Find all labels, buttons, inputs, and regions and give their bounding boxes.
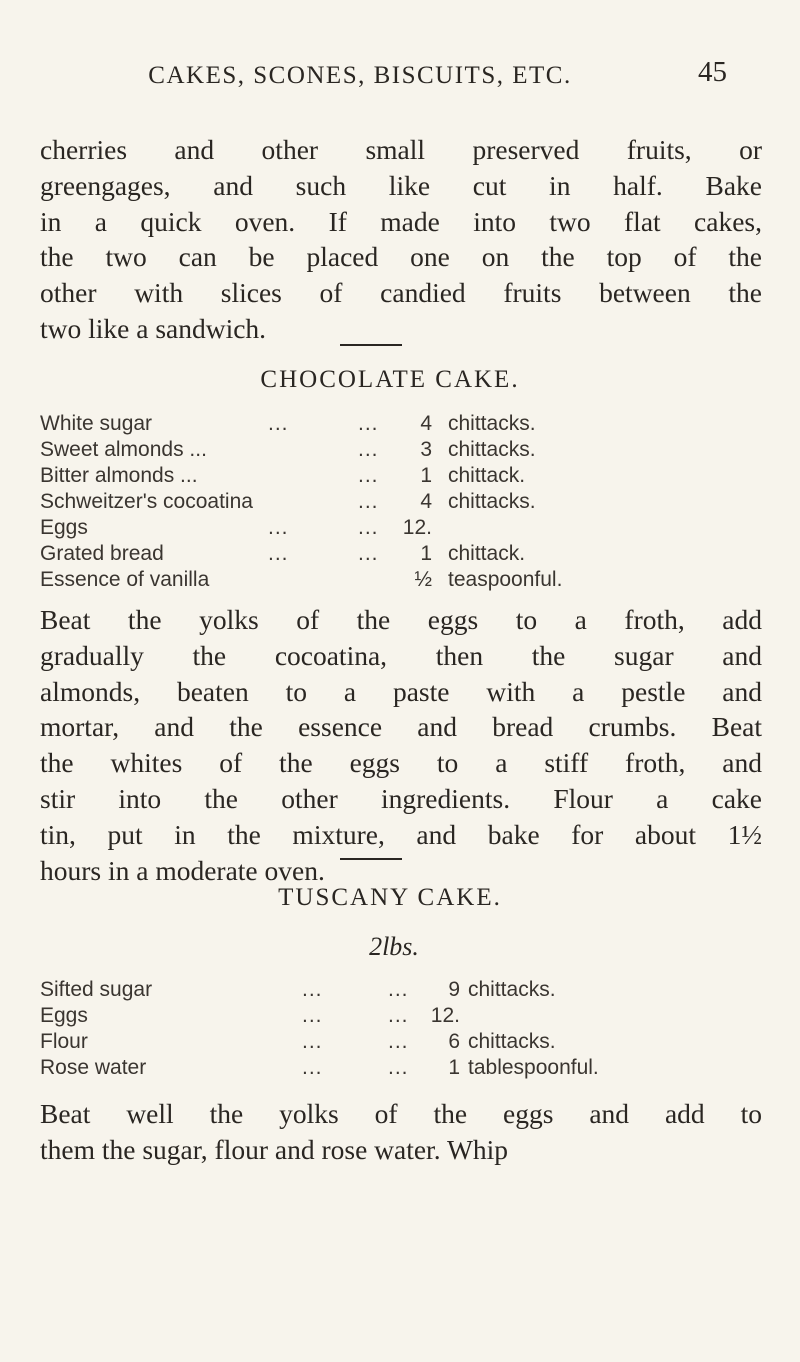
text-line: the two can be placed one on the top of the — [40, 241, 762, 273]
ingredient-row — [40, 490, 780, 517]
leader-dots: ... — [268, 516, 289, 539]
leader-dots: ... — [358, 464, 379, 487]
ingredient-row — [40, 978, 780, 1005]
ingredient-row — [40, 438, 780, 465]
ingredient-name: Flour — [40, 1030, 88, 1053]
leader-dots: ... — [268, 412, 289, 435]
ingredient-quantity: 1 — [420, 542, 432, 565]
leader-dots: ... — [302, 1056, 323, 1079]
ingredient-unit: chittacks. — [468, 978, 556, 1001]
text-line: them the sugar, flour and rose water. Whip — [40, 1133, 509, 1165]
ingredient-quantity: ½ — [414, 568, 432, 591]
ingredient-name: Schweitzer's cocoatina — [40, 490, 253, 513]
ingredient-unit: teaspoonful. — [448, 568, 563, 591]
leader-dots: ... — [358, 490, 379, 513]
ingredient-row — [40, 1030, 780, 1057]
ingredient-name: Rose water — [40, 1056, 147, 1079]
text-line: greengages, and such like cut in half. Bake — [40, 169, 762, 201]
ingredient-name: Eggs — [40, 516, 88, 539]
section-divider — [340, 344, 402, 346]
ingredient-quantity: 12. — [430, 1004, 460, 1027]
text-line: hours in a moderate oven. — [40, 854, 325, 886]
page-number: 45 — [698, 56, 727, 88]
text-line: mortar, and the essence and bread crumbs. Beat — [40, 711, 762, 743]
ingredient-quantity: 9 — [448, 978, 460, 1001]
leader-dots: ... — [388, 1004, 409, 1027]
ingredient-row — [40, 412, 780, 439]
ingredient-unit: chittacks. — [448, 438, 536, 461]
text-line: Beat well the yolks of the eggs and add to — [40, 1098, 762, 1129]
ingredient-name: Essence of vanilla — [40, 568, 210, 591]
ingredient-name: Sweet almonds ... — [40, 438, 207, 461]
leader-dots: ... — [358, 542, 379, 565]
ingredient-quantity: 1 — [420, 464, 432, 487]
ingredient-quantity: 3 — [420, 438, 432, 461]
intro-paragraph — [40, 132, 762, 347]
ingredient-unit: chittacks. — [448, 412, 536, 435]
text-line: gradually the cocoatina, then the sugar and — [40, 639, 762, 671]
leader-dots: ... — [268, 542, 289, 565]
recipe-title-tuscany-cake: TUSCANY CAKE. — [278, 884, 502, 911]
ingredient-name: Bitter almonds ... — [40, 464, 198, 487]
ingredient-row — [40, 1056, 780, 1083]
recipe-weight: 2lbs. — [369, 932, 419, 961]
leader-dots: ... — [358, 438, 379, 461]
text-line: stir into the other ingredients. Flour a cake — [40, 782, 762, 814]
ingredient-quantity: 4 — [420, 412, 432, 435]
ingredient-quantity: 12. — [402, 516, 432, 539]
ingredient-name: Sifted sugar — [40, 978, 153, 1001]
text-line: Beat the yolks of the eggs to a froth, add — [40, 604, 762, 635]
method-chocolate-cake — [40, 602, 762, 888]
ingredient-row — [40, 516, 780, 543]
leader-dots: ... — [358, 412, 379, 435]
ingredient-unit: chittack. — [448, 464, 526, 487]
ingredient-name: Eggs — [40, 1004, 88, 1027]
text-line: the whites of the eggs to a stiff froth, and — [40, 747, 762, 779]
text-line: other with slices of candied fruits between the — [40, 277, 762, 309]
leader-dots: ... — [302, 978, 323, 1001]
ingredient-quantity: 1 — [448, 1056, 460, 1079]
ingredient-row — [40, 568, 780, 595]
text-line: in a quick oven. If made into two flat cakes, — [40, 205, 762, 237]
leader-dots: ... — [358, 516, 379, 539]
text-line: tin, put in the mixture, and bake for about 1½ — [40, 818, 762, 850]
ingredient-unit: chittack. — [448, 542, 526, 565]
text-line: almonds, beaten to a paste with a pestle and — [40, 675, 762, 707]
leader-dots: ... — [388, 1056, 409, 1079]
ingredient-row — [40, 464, 780, 491]
leader-dots: ... — [388, 1030, 409, 1053]
leader-dots: ... — [302, 1004, 323, 1027]
ingredient-row — [40, 542, 780, 569]
ingredient-unit: chittacks. — [468, 1030, 556, 1053]
ingredient-unit: tablespoonful. — [468, 1056, 599, 1079]
leader-dots: ... — [388, 978, 409, 1001]
recipe-title-chocolate-cake: CHOCOLATE CAKE. — [260, 366, 520, 393]
ingredient-row — [40, 1004, 780, 1031]
ingredient-name: Grated bread — [40, 542, 164, 565]
section-divider — [340, 858, 402, 860]
ingredient-quantity: 4 — [420, 490, 432, 513]
text-line: cherries and other small preserved fruits, or — [40, 134, 762, 165]
running-head: CAKES, SCONES, BISCUITS, ETC. — [148, 62, 572, 89]
method-tuscany-cake — [40, 1096, 762, 1168]
ingredient-quantity: 6 — [448, 1030, 460, 1053]
ingredient-name: White sugar — [40, 412, 153, 435]
text-line: two like a sandwich. — [40, 312, 267, 344]
leader-dots: ... — [302, 1030, 323, 1053]
ingredient-unit: chittacks. — [448, 490, 536, 513]
